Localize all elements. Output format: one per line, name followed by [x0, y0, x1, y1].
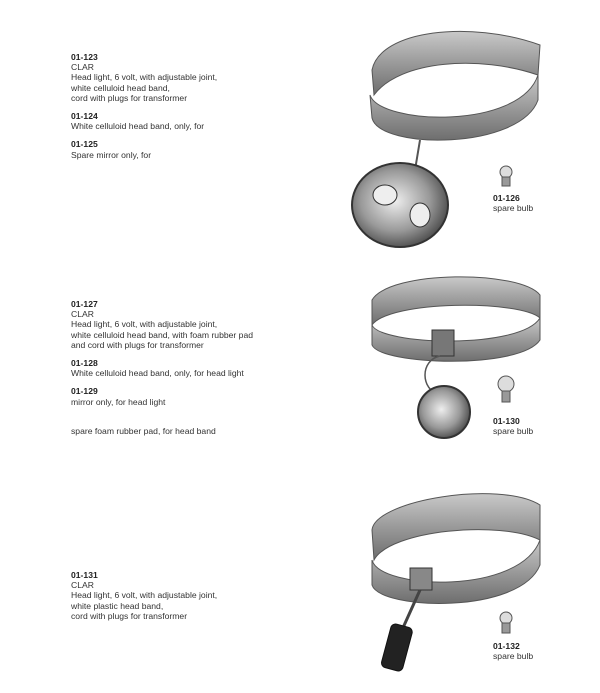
product-code: 01-127	[71, 299, 98, 309]
product-brand: CLAR	[71, 309, 94, 320]
product-description: white celluloid head band, with foam rubber pad	[71, 329, 254, 340]
product-description: Spare mirror only, for	[71, 149, 152, 160]
product-code: 01-129	[71, 386, 98, 397]
headlamp-illustration-2	[372, 277, 540, 438]
product-code: 01-123	[71, 52, 98, 62]
product-group-2	[71, 299, 253, 436]
bulb-description: spare bulb	[493, 651, 534, 662]
bulb-description: spare bulb	[493, 203, 534, 214]
bulb-illustration-3	[500, 612, 512, 633]
product-brand: CLAR	[71, 580, 94, 591]
bulb-label-3	[493, 641, 533, 661]
product-code: 01-131	[71, 570, 98, 580]
bulb-code: 01-132	[493, 641, 520, 651]
product-description: mirror only, for head light	[71, 396, 166, 407]
product-description: cord with plugs for transformer	[71, 92, 188, 103]
product-description: white celluloid head band,	[71, 82, 170, 93]
product-description: spare foam rubber pad, for head band	[71, 425, 216, 436]
product-description: and cord with plugs for transformer	[71, 339, 204, 350]
bulb-label-2	[493, 416, 533, 436]
product-code: 01-125	[71, 139, 98, 150]
headlamp-illustration-1	[352, 31, 540, 247]
product-description: white plastic head band,	[71, 600, 164, 611]
product-description: cord with plugs for transformer	[71, 610, 188, 621]
product-group-3	[71, 570, 217, 621]
product-description: White celluloid head band, only, for	[71, 121, 205, 132]
bulb-illustration-1	[500, 166, 512, 186]
product-code: 01-128	[71, 358, 98, 369]
product-code: 01-124	[71, 111, 98, 122]
product-description: Head light, 6 volt, with adjustable joint,	[71, 319, 218, 330]
product-group-1	[71, 52, 217, 160]
product-description: White celluloid head band, only, for head light	[71, 368, 244, 379]
product-description: Head light, 6 volt, with adjustable joint,	[71, 72, 218, 83]
product-brand: CLAR	[71, 62, 94, 73]
bulb-code: 01-130	[493, 416, 520, 426]
bulb-description: spare bulb	[493, 426, 534, 437]
bulb-label-1	[493, 193, 533, 213]
product-description: Head light, 6 volt, with adjustable joint,	[71, 590, 218, 601]
bulb-illustration-2	[498, 376, 514, 402]
bulb-code: 01-126	[493, 193, 520, 203]
